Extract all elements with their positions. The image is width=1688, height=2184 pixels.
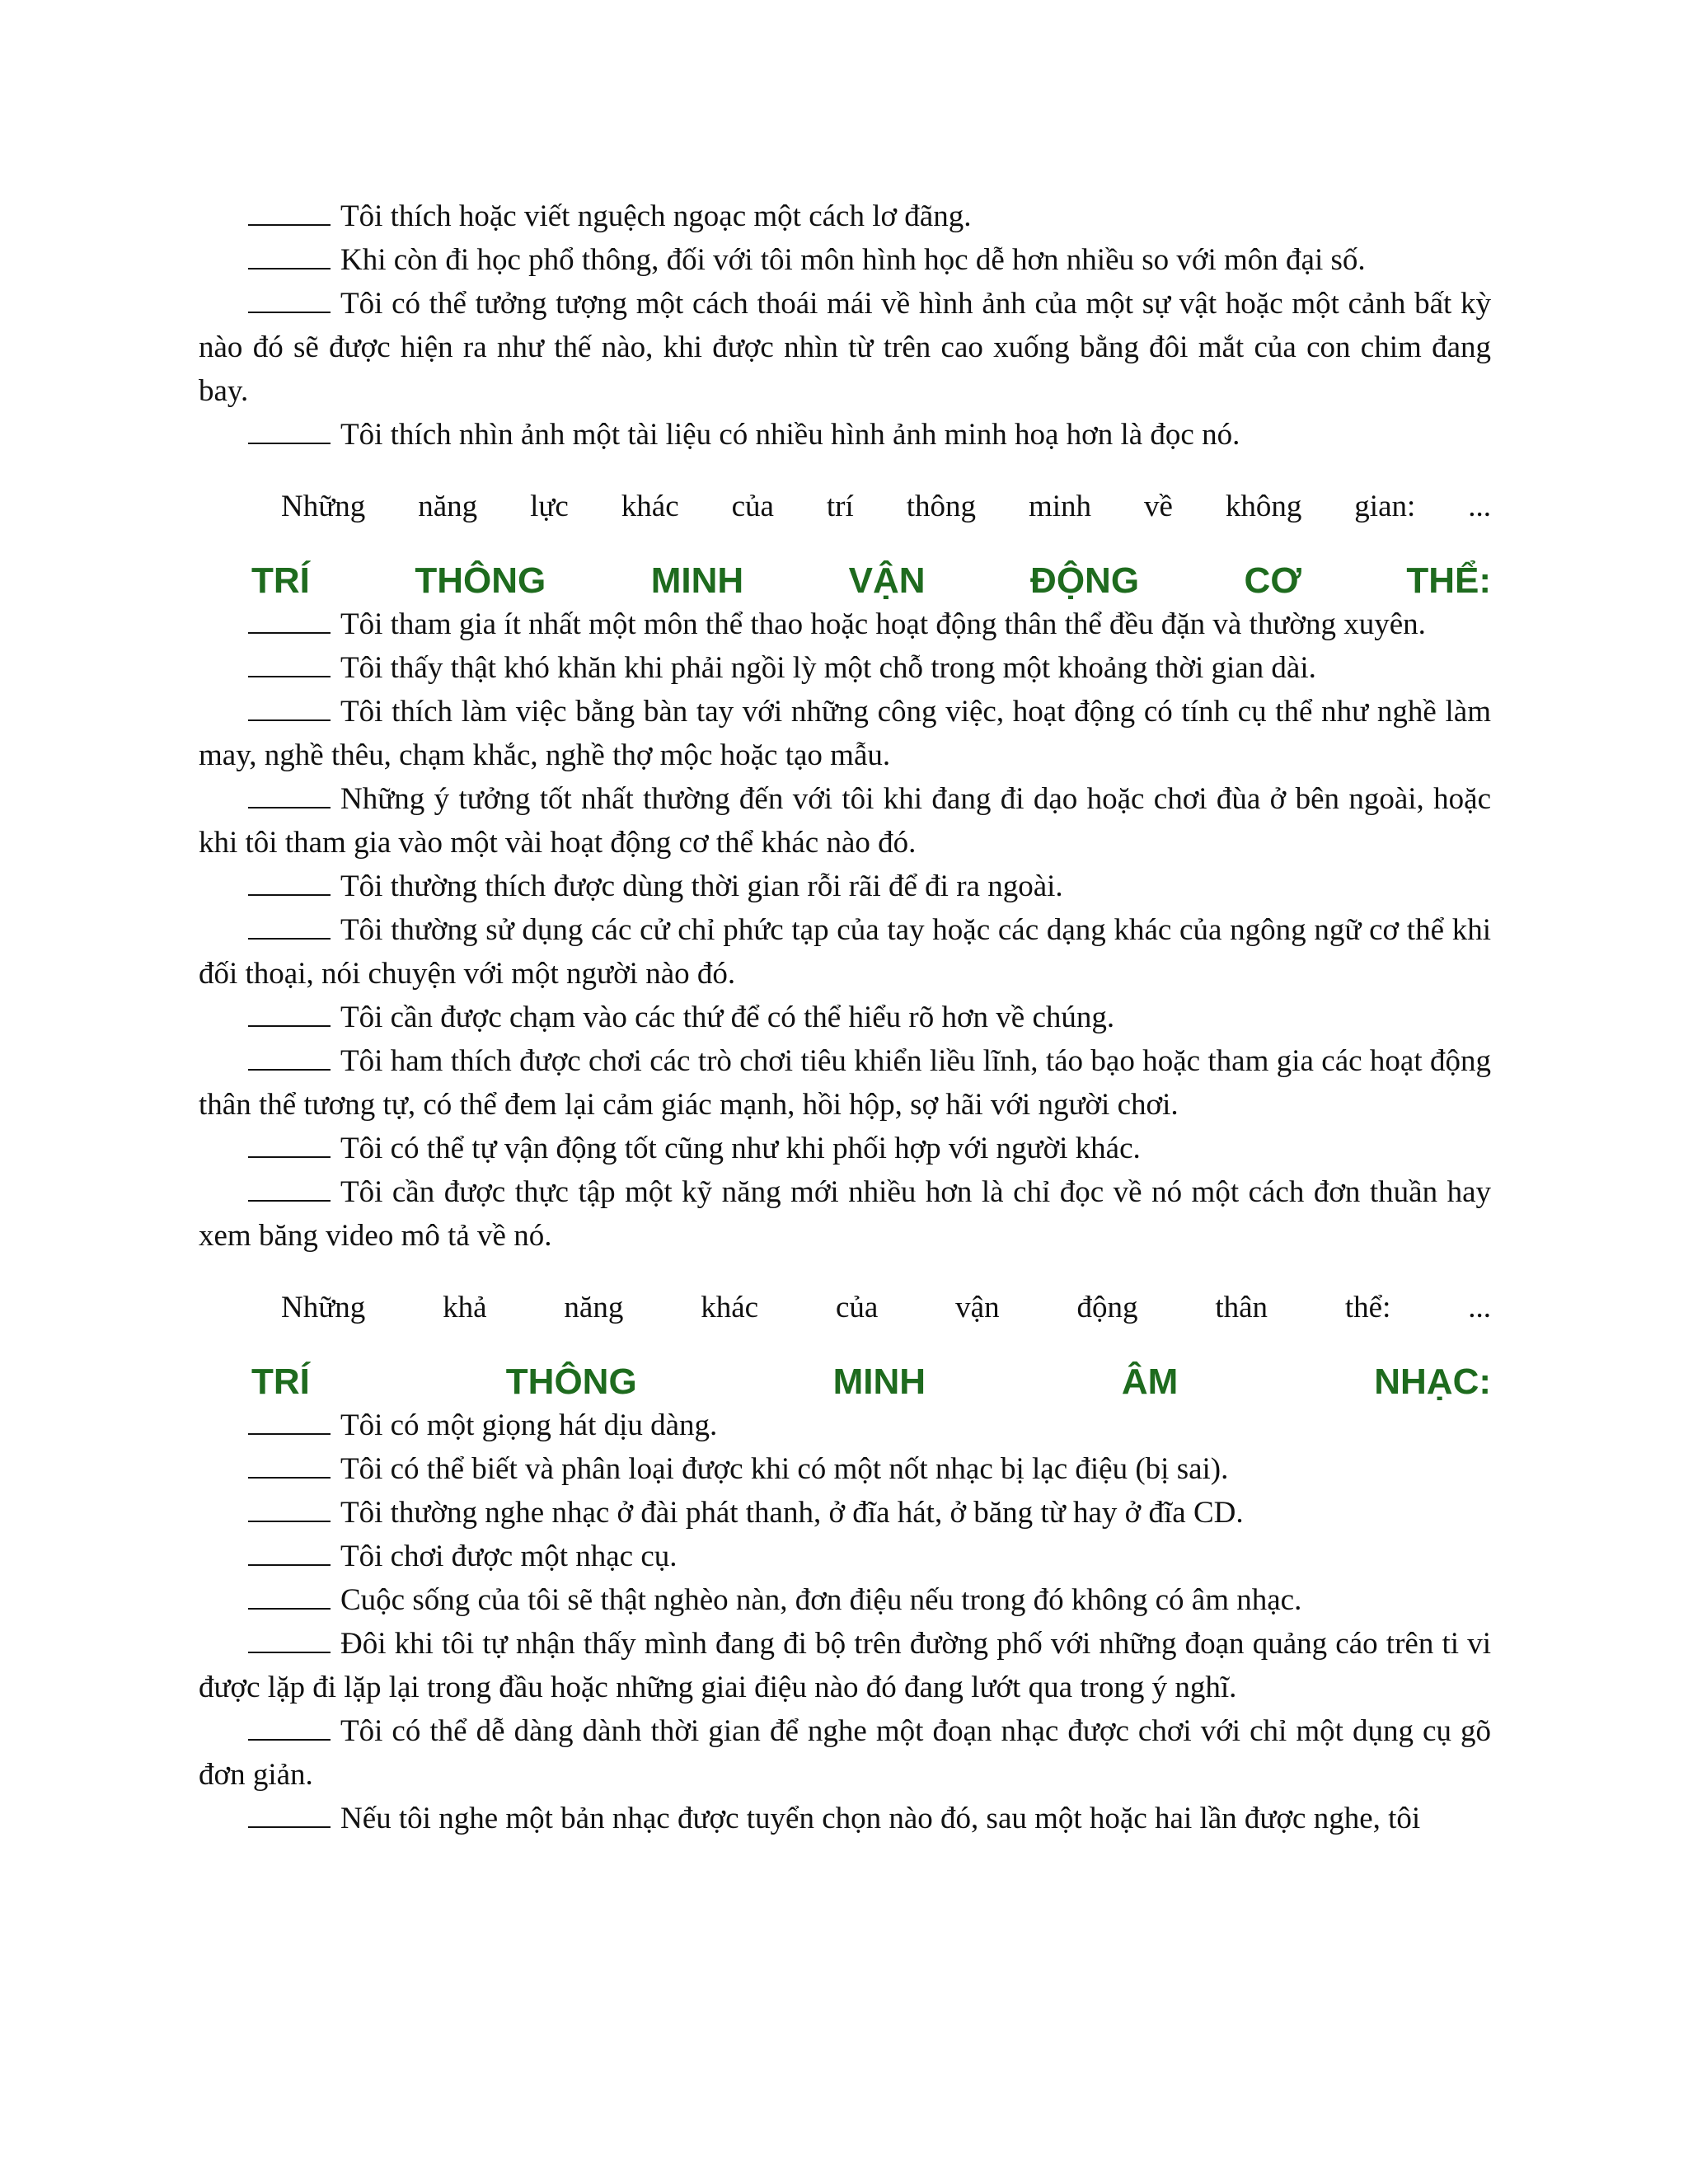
- list-item: Tôi thường sử dụng các cử chỉ phức tạp của tay hoặc các dạng khác của ngông ngữ cơ thể khi đối thoại, nói chuyện với một người nào đó.: [199, 908, 1491, 996]
- list-item: Tôi cần được thực tập một kỹ năng mới nhiều hơn là chỉ đọc về nó một cách đơn thuần hay xem băng video mô tả về nó.: [199, 1170, 1491, 1258]
- answer-blank[interactable]: [248, 1711, 331, 1741]
- answer-blank[interactable]: [248, 196, 331, 226]
- section-heading-music: TRÍ THÔNG MINH ÂM NHẠC:: [251, 1361, 1491, 1402]
- list-item: Tôi có thể tự vận động tốt cũng như khi phối hợp với người khác.: [199, 1127, 1491, 1170]
- other-abilities-line: Những năng lực khác của trí thông minh về không gian: ...: [281, 490, 1491, 523]
- answer-blank[interactable]: [248, 1493, 331, 1522]
- answer-blank[interactable]: [248, 691, 331, 721]
- answer-blank[interactable]: [248, 1536, 331, 1566]
- list-item: Tôi thích nhìn ảnh một tài liệu có nhiều hình ảnh minh hoạ hơn là đọc nó.: [199, 413, 1491, 457]
- list-item: Tôi có thể dễ dàng dành thời gian để nghe một đoạn nhạc được chơi với chỉ một dụng cụ gõ đơn giản.: [199, 1709, 1491, 1797]
- answer-blank[interactable]: [248, 997, 331, 1027]
- answer-blank[interactable]: [248, 1172, 331, 1202]
- list-item: Tôi tham gia ít nhất một môn thể thao hoặc hoạt động thân thể đều đặn và thường xuyên.: [199, 602, 1491, 646]
- list-item: Tôi thích hoặc viết nguệch ngoạc một cách lơ đãng.: [199, 194, 1491, 238]
- answer-blank[interactable]: [248, 866, 331, 896]
- answer-blank[interactable]: [248, 1449, 331, 1479]
- answer-blank[interactable]: [248, 1580, 331, 1610]
- answer-blank[interactable]: [248, 1041, 331, 1071]
- list-item: Những ý tưởng tốt nhất thường đến với tôi khi đang đi dạo hoặc chơi đùa ở bên ngoài, hoặc khi tôi tham gia vào một vài hoạt động cơ thể khác nào đó.: [199, 777, 1491, 865]
- answer-blank[interactable]: [248, 284, 331, 313]
- answer-blank[interactable]: [248, 415, 331, 444]
- list-item: Cuộc sống của tôi sẽ thật nghèo nàn, đơn điệu nếu trong đó không có âm nhạc.: [199, 1578, 1491, 1622]
- list-item: Tôi có thể tưởng tượng một cách thoái mái về hình ảnh của một sự vật hoặc một cảnh bất kỳ nào đó sẽ được hiện ra như thế nào, khi được nhìn từ trên cao xuống bằng đôi mắt của con chim đang bay.: [199, 282, 1491, 413]
- page-content: [199, 194, 1491, 1840]
- list-item: Tôi thường nghe nhạc ở đài phát thanh, ở đĩa hát, ở băng từ hay ở đĩa CD.: [199, 1491, 1491, 1535]
- answer-blank[interactable]: [248, 240, 331, 269]
- answer-blank[interactable]: [248, 910, 331, 940]
- section-heading-body: TRÍ THÔNG MINH VẬN ĐỘNG CƠ THỂ:: [251, 560, 1491, 601]
- list-item: Tôi cần được chạm vào các thứ để có thể hiểu rõ hơn về chúng.: [199, 996, 1491, 1039]
- list-item: Tôi thường thích được dùng thời gian rỗi rãi để đi ra ngoài.: [199, 865, 1491, 908]
- answer-blank[interactable]: [248, 604, 331, 634]
- answer-blank[interactable]: [248, 1798, 331, 1828]
- answer-blank[interactable]: [248, 1624, 331, 1653]
- other-abilities-line: Những khả năng khác của vận động thân thể: ...: [281, 1291, 1491, 1324]
- answer-blank[interactable]: [248, 1405, 331, 1435]
- list-item: Tôi chơi được một nhạc cụ.: [199, 1535, 1491, 1578]
- list-item: Đôi khi tôi tự nhận thấy mình đang đi bộ trên đường phố với những đoạn quảng cáo trên ti vi được lặp đi lặp lại trong đầu hoặc những giai điệu nào đó đang lướt qua trong ý nghĩ.: [199, 1622, 1491, 1709]
- list-item: Nếu tôi nghe một bản nhạc được tuyển chọn nào đó, sau một hoặc hai lần được nghe, tôi: [199, 1797, 1491, 1840]
- answer-blank[interactable]: [248, 1128, 331, 1158]
- list-item: Tôi thấy thật khó khăn khi phải ngồi lỳ một chỗ trong một khoảng thời gian dài.: [199, 646, 1491, 690]
- list-item: Tôi thích làm việc bằng bàn tay với những công việc, hoạt động có tính cụ thể như nghề làm may, nghề thêu, chạm khắc, nghề thợ mộc hoặc tạo mẫu.: [199, 690, 1491, 777]
- list-item: Tôi có một giọng hát dịu dàng.: [199, 1404, 1491, 1447]
- list-item: Khi còn đi học phổ thông, đối với tôi môn hình học dễ hơn nhiều so với môn đại số.: [199, 238, 1491, 282]
- list-item: Tôi ham thích được chơi các trò chơi tiêu khiển liều lĩnh, táo bạo hoặc tham gia các hoạt động thân thể tương tự, có thể đem lại cảm giác mạnh, hồi hộp, sợ hãi với người chơi.: [199, 1039, 1491, 1127]
- answer-blank[interactable]: [248, 779, 331, 808]
- list-item: Tôi có thể biết và phân loại được khi có một nốt nhạc bị lạc điệu (bị sai).: [199, 1447, 1491, 1491]
- answer-blank[interactable]: [248, 648, 331, 677]
